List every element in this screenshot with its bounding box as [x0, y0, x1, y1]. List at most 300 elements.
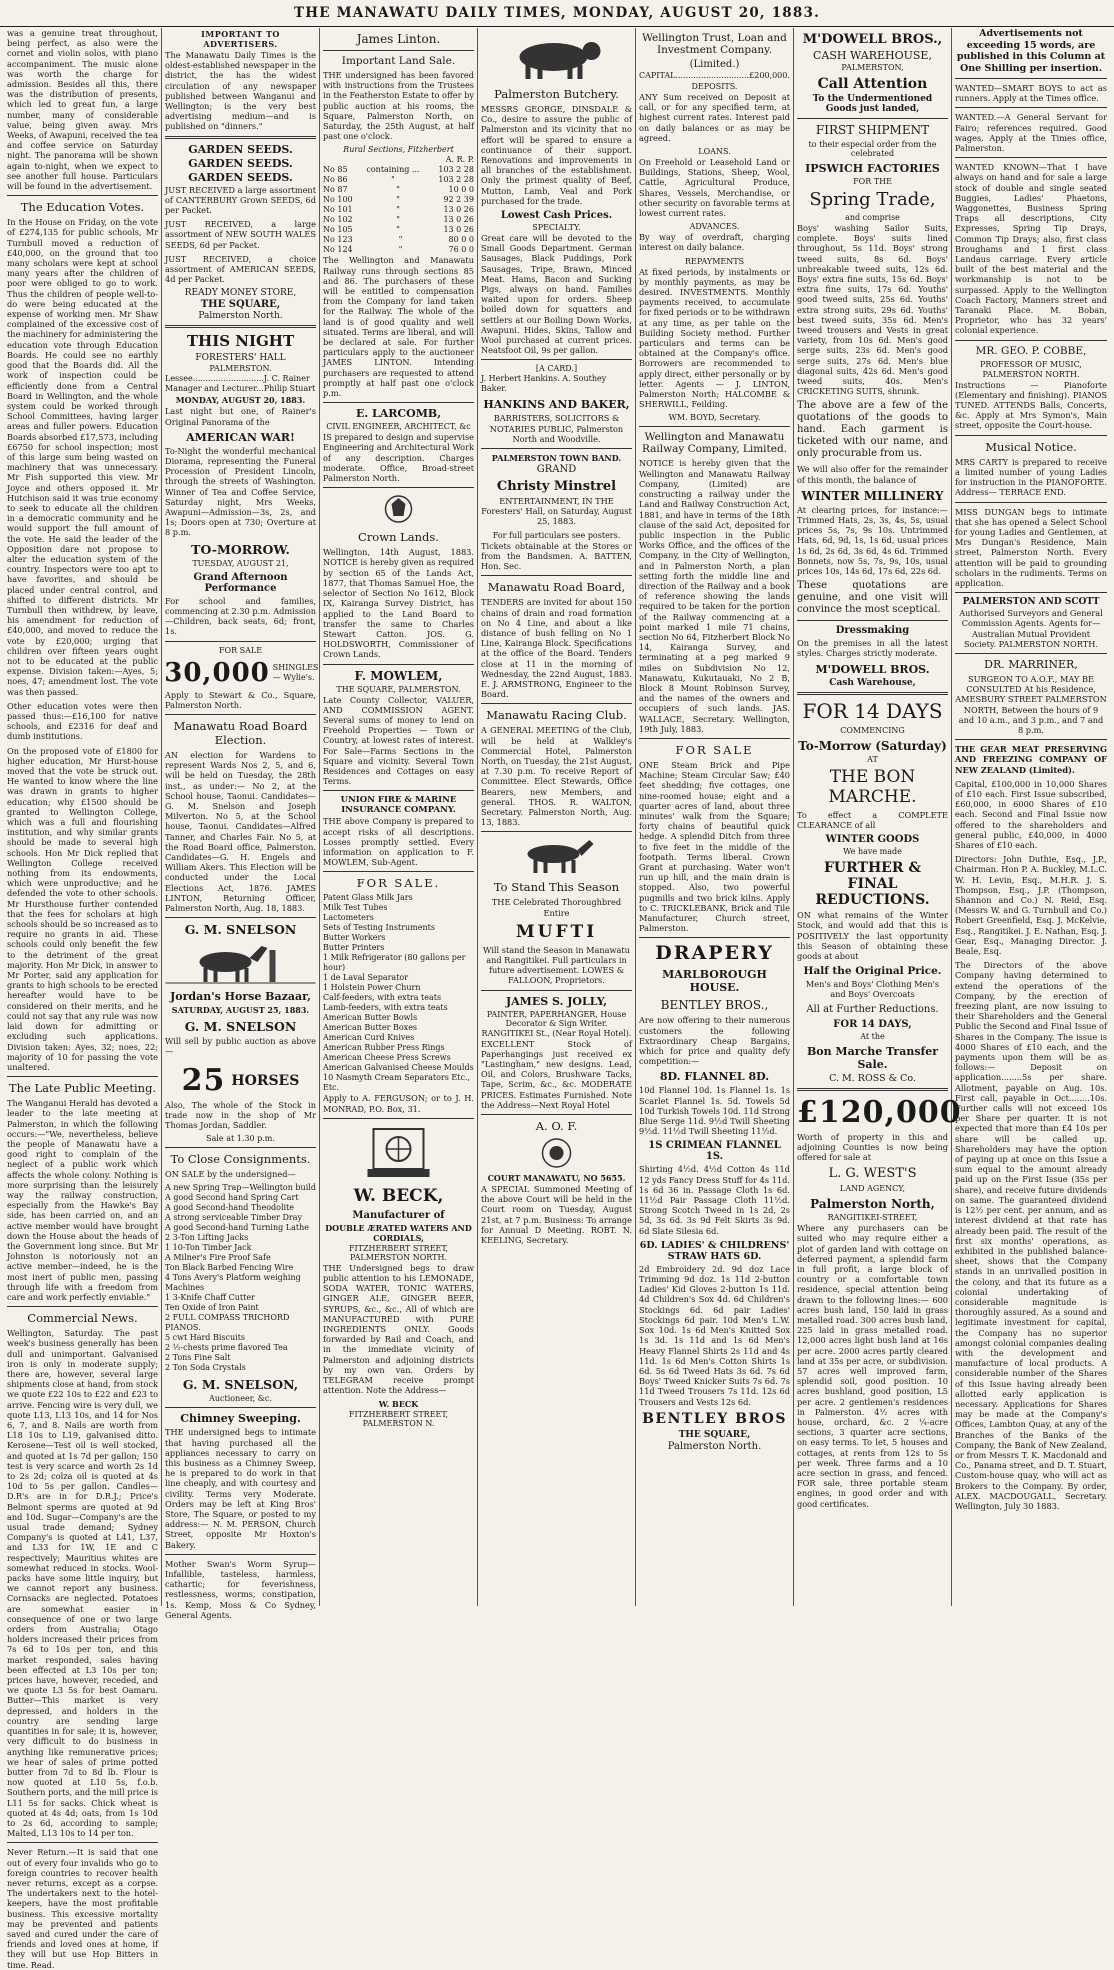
- article-text: was a genuine treat throughout, being perfect, as also were the cornet and violin solos, with piano accompaniment. The music alone was worth the charge for admission. Besides all this, there was the distribution of presents, which led to great fun, a large number, many of considerable value, being given away. Mrs Weeks, of Awapuni, received the tea and coffee service on Saturday night. The panorama will be shown again to-night, when we expect to see another full house. Particulars will be found in the advertisement.: [7, 28, 158, 192]
- ad-text: Are now offering to their numerous customers the following Extraordinary Cheap Bargains, which for price and quality defy competition:—: [639, 1015, 790, 1067]
- divider: [955, 435, 1107, 436]
- ad-title: To Close Consignments.: [170, 1152, 311, 1167]
- horses-ad: [165, 1061, 316, 1100]
- ad-text: SPECIALTY.: [532, 223, 581, 233]
- ad-text: Directors: John Duthie, Esq., J.P., Chairman. Hon P. A. Buckley, M.L.C. W. H. Levin, Esq., M.H.R. J. S. Thompson, Esq., J.P. (Thompson, Shannon and Co.) N. Reid, Esq. (Messrs W. and G. Turnbull and Co.) Robert Greenfield, Esq. J. McKelvie, Esq., Rangitikei. J. E. Nathan, Esq. J. Gear, Esq., Managing Director. J. Beale, Esq.: [955, 854, 1108, 957]
- ad-text: C. M. ROSS & Co.: [829, 1072, 916, 1084]
- list-item: American Curd Knives: [323, 1033, 415, 1043]
- ad-text: W. BECK: [378, 1399, 419, 1410]
- divider: [323, 871, 474, 872]
- list-item: A good Second hand Spring Cart: [165, 1193, 299, 1203]
- ad-text: COMMENCING: [840, 725, 905, 735]
- ad-text: and comprise: [845, 213, 900, 222]
- ad-text: J. Herbert Hankins. A. Southey Baker.: [481, 374, 607, 394]
- ad-title: HORSES: [231, 1073, 300, 1090]
- ad-title: G. M. SNELSON: [184, 922, 297, 938]
- ad-text: REPAYMENTS: [684, 256, 745, 266]
- ad-text: We will also offer for the remainder of this month, the balance of: [797, 464, 948, 485]
- ad-text: Boys' washing Sailor Suits, complete. Boys' suits lined throughout, 5s 11d. Boys' strong tweed suits, 8s 6d. Boys' unbreakable tweed suits, 12s 6d. Boys' extra fine suits, 15s 6d. Boys' extra fine suits, 17s 6d. Youths' good tweed suits, 25s 6d. Youths' extra strong suits, 29s 6d. Youths' best tweed suits, 35s 6d. Men's tweed trousers and Vests in great variety, from 10s 6d. Men's good serge suits, 23s 6d. Men's good serge suits, 27s 6d. Men's blue diagonal suits, 42s 6d. Men's good tweed suits, 40s. Men's CRICKETING SUITS, shrunk.: [797, 223, 948, 397]
- ad-text: FITZHERBERT STREET, PALMERSTON N.: [348, 1410, 449, 1429]
- list-item: 1 Holstein Power Churn: [323, 983, 421, 993]
- ad-title: Christy Minstrel: [496, 479, 617, 495]
- ad-text: THE Celebrated Thoroughbred Entire: [491, 897, 622, 918]
- ad-text: 2d Embroidery 2d. 9d doz Lace Trimming 9d doz. 1s 11d 2-button Ladies' Kid Gloves 2-button 1s 11d. 4d Children's Sox 4d. 6d Children's Stockings 6d. 6d pair Ladies' Stockings 6d pair. 10d Men's L.W. Sox 10d. 1s 6d Men's Knitted Sox 1s 3d. 1s 11d and 1s 6d Men's Heavy Flannel Shirts 2s 11d and 4s 11d. 1s 6d Men's Cotton Shirts 1s 6d. 5s 6d Tweed Hats 3s 6d. 7s 6d Boys' Tweed Knicker Suits 7s 6d. 7s 11d Tweed Trousers 7s 11d. 12s 6d Trousers and Vests 12s 6d.: [639, 1263, 790, 1407]
- ad-title: MUFTI: [515, 921, 598, 942]
- rural-sections-table: [323, 165, 474, 255]
- divider: [797, 620, 948, 621]
- ad-title: Lowest Cash Prices.: [500, 210, 613, 222]
- ad-title: AMERICAN WAR!: [186, 430, 295, 444]
- ad-text: ON SALE by the undersigned—: [165, 1169, 296, 1180]
- ad-text: To-Night the wonderful mechanical Diorama, representing the Funeral Procession of President Lincoln, through the streets of Washington. Winner of Tea and Coffee Service, Saturday night, Mrs Weeks, Awapuni—Admission—3s, 2s, and 1s; Doors open at 730; Overture at 8 p.m.: [165, 445, 316, 538]
- masthead: THE MANAWATU DAILY TIMES, MONDAY, AUGUST 20, 1883.: [0, 0, 1114, 27]
- divider: [323, 1118, 474, 1119]
- ad-text: 10d Flannel 10d. 1s Flannel 1s. 1s Scarlet Flannel 1s. 5d. Towels 5d 10d Turkish Towels 10d. 11d Strong Blue Serge 11d. 9½d Twill Sheeting 9½d. 11½d Twill Sheeting 11½d.: [639, 1085, 790, 1137]
- divider: [481, 703, 632, 704]
- ad-text: AN election for Wardens to represent Wards Nos 2, 5, and 6, will be held on Tuesday, the 28th inst., as under:— No 2, at the School house, Taonui. Candidates—G. M. Snelson and Joseph Milverton. No 5, at the School house, Taonui. Candidates—Alfred Tanner, and Charles Fair. No 5, at the Road Board office, Palmerston. Candidates—G. H. Engels and William Akers. This Election will be conducted under the Local Elections Act, 1876. JAMES LINTON, Returning Officer, Palmerston North, Aug. 18, 1883.: [165, 749, 316, 913]
- divider: [639, 426, 790, 427]
- divider: [7, 195, 158, 196]
- ad-title: To Stand This Season: [493, 880, 620, 895]
- ad-title: HANKINS AND BAKER,: [483, 398, 630, 412]
- article-title: The Late Public Meeting.: [8, 1081, 157, 1096]
- ad-title: GARDEN SEEDS.: [188, 156, 293, 170]
- divider: [481, 831, 632, 832]
- ad-text: IS prepared to design and supervise Engineering and Architectural Work of any description. Charges moderate. Office, Broad-street Palmerston North.: [323, 432, 474, 484]
- ad-text: Manufacturer of: [352, 1209, 445, 1221]
- ad-text: ENTERTAINMENT, IN THE Foresters' Hall, on Saturday, August 25, 1883.: [481, 496, 632, 527]
- ad-title: To-Morrow (Saturday): [798, 738, 947, 753]
- ad-text: JUST RECEIVED a large assortment of CANTERBURY Grown SEEDS, 6d per Packet.: [165, 184, 316, 216]
- divider: [955, 107, 1107, 108]
- list-item: 1 Milk Refrigerator (80 gallons per hour): [323, 953, 466, 973]
- list-item: 1 de Laval Separator: [323, 973, 409, 983]
- table-cell: ": [396, 215, 400, 225]
- divider: [481, 448, 632, 449]
- bull-illustration: [481, 31, 632, 83]
- divider: [955, 739, 1107, 740]
- ad-text: EXCELLENT Stock of Paperhangings just received ex "Lastingham," new designs. Lead, Oil, and Colors, Brushware Tacks, Tape, Scrim, &c., &c. MODERATE PRICES. Estimates Furnished. Note the Address—Next Royal Hotel: [481, 1038, 632, 1110]
- ad-text: DEPOSITS.: [691, 82, 738, 91]
- list-item: 5 cwt Hard Biscuits: [165, 1333, 246, 1343]
- divider: [481, 1114, 632, 1115]
- article-text: Other education votes were then passed thus:—£16,100 for native schools, and £2316 for deaf and dumb institutions.: [7, 700, 158, 742]
- list-item: Lactometers: [323, 913, 374, 923]
- divider: [165, 714, 316, 715]
- divider: [7, 1076, 158, 1077]
- divider: [7, 1842, 158, 1843]
- table-cell: 103 2 28: [438, 165, 474, 175]
- ad-text: MISS DUNGAN begs to intimate that she has opened a Select School for young Ladies and Gentlemen, at Mrs Dungan's Residence, Main street, Palmerston North. Every attention will be paid to grounding scholars in the rudiments. Terms on application.: [955, 506, 1107, 588]
- shingles-count: 30,000: [164, 657, 270, 688]
- horse-illustration: [165, 940, 316, 986]
- article-title: Commercial News.: [27, 1311, 138, 1326]
- ad-text: ON what remains of the Winter Stock, and would add that this is POSITIVELY the last opportunity this Season of obtaining these goods at about: [797, 910, 948, 961]
- article-text: Wellington, Saturday. The past week's business generally has been dull and unimportant. Galvanised iron is only in moderate supply; there are, however, several large shipments close at hand, from stock we quote £22 10s to £22 and £23 to arrive. Fencing wire is very dull, we quote L13, L13 10s, and 14 for Nos 6, 7, and 8. Nails are worth from L18 10s to L19, galvanised ditto. Kerosene—Test oil is well stocked, and quoted at 1s 7d per gallon; 150 test is very scarce and worth 2s 1d to 2s 2d; colza oil is quoted at 4s 10d to 5s per gallon. Candles—D.R's are in for D.R.J.; Price's Belmont sperms are quoted at 9d and 10d. Sugar—Company's are the usual trade demand; Sydney Company's is quoted at L41, L37, and L33 for 1W, 1E and C respectively; Mauritius whites are somewhat reduced in stocks. Wool-packs have some little inquiry, but we cannot report any business. Cornsacks are neglected. Potatoes are somewhat easier in consequence of one or two large orders from Australia; Otago holders increased their prices from 7s 6d to 10s per ton, and this market responded, sales having been effected at L3 10s per ton; prices have, however, receded, and we quote L3 5s for best Oamaru. Butter—This market is very depressed, and holders in the country are sending large quantities in for sale; it is, however, very difficult to do business in anything like remunerative prices; we hear of sales of prime potted butter from 7d to 8d lb. Flour is now quoted at L10 5s, f.o.b. Southern ports, and the mill price is L11 5s for sacks. Chick wheat is quoted at 4s 4d; oats, from 1s 10d to 2s 6d, according to sample; Malted, L13 10s to 14 per ton.: [7, 1328, 158, 1839]
- ad-text: Palmerston North.: [667, 1440, 762, 1452]
- ad-text: ANY Sum received on Deposit at call, or for any specified term, at highest current rates. Interest paid on daily balances or as may be agreed.: [639, 92, 790, 143]
- list-item: 2 FULL COMPASS TRICHORD PIANOS.: [165, 1313, 290, 1333]
- ad-title: THE BON MARCHE.: [828, 766, 917, 807]
- ad-text: BARRISTERS, SOLICITORS & NOTARIES PUBLIC, Palmerston North and Woodville.: [489, 413, 624, 444]
- ad-text: THE SQUARE, PALMERSTON.: [336, 684, 461, 694]
- ad-title: IMPORTANT TO ADVERTISERS.: [201, 29, 280, 49]
- ad-text: CAPITAL.............................£200,000.: [639, 71, 790, 80]
- table-cell: ": [391, 175, 395, 185]
- ad-text: Men's and Boys' Clothing Men's and Boys' Overcoats: [805, 979, 940, 1000]
- ad-title: James Linton.: [356, 32, 441, 46]
- table-cell: 103 2 28: [438, 175, 474, 185]
- ad-text: Will stand the Season in Manawatu and Rangitikei. Full particulars in future advertisement. LOWES & FALLOON, Proprietors.: [483, 944, 630, 986]
- ad-text: These quotations are genuine, and one visit will convince the most sceptical.: [797, 580, 948, 616]
- list-item: Lamb-feeders, with extra teats: [323, 1003, 448, 1013]
- divider: [165, 641, 316, 642]
- ad-text: Palmerston North.: [198, 311, 283, 322]
- ad-text: Tickets obtainable at the Stores or from the Bandsmen. A. BATTEN, Hon. Sec.: [481, 540, 632, 572]
- machinery-illustration: [323, 1123, 474, 1183]
- table-row: [323, 165, 474, 175]
- article-text: In the House on Friday, on the vote of £274,135 for public schools, Mr Turnbull moved a reduction of £40,000, on the ground that too many scholars were kept at school many years after the children of poor were obliged to go to work. Thus the children of people well-to-do were being educated at the expense of working men. Mr Shaw complained of the excessive cost of the machinery for administering the education vote through Education Boards. He could see no earthly good that the Boards did. All the work of inspection could be efficiently done from a Central Board in Wellington, and the whole system could be worked through School Committees, having larger areas and fuller powers. Education Boards absorbed £17,573, including £6750 for school inspection; most of this large sum being wasted on machinery that was unnecessary. Mr Fish supported this view. Mr Joyce and others opposed it. Mr Hutchison said it was true economy to seek to educate all the children in a democratic community and he would support the full amount of the vote. He said the leader of the Opposition dare not propose to alter the education system of the country. Inspectors were too apt to have favorites, and should be placed under central control, and shifted to different districts. Mr Turnbull then withdrew, by leave, his amendment for reduction of £40,000, and moved to reduce the vote by £20,000; urging that children over fifteen years ought not to be educated at the public expense. Division taken:—Ayes, 5; noes, 47; amendment lost. The vote was then passed.: [7, 217, 158, 697]
- ad-text: Lessee............................J. C. Rainer: [165, 374, 310, 384]
- ad-title: Spring Trade,: [809, 189, 936, 210]
- divider: [797, 692, 948, 695]
- table-row: [323, 205, 474, 215]
- list-item: Calf-feeders, with extra teats: [323, 993, 442, 1003]
- divider: [165, 1554, 316, 1555]
- ad-text: (Limited.): [689, 59, 740, 70]
- divider: [639, 937, 790, 938]
- ad-text: PALMERSTON NORTH.: [982, 369, 1080, 379]
- ad-text: SATURDAY, AUGUST 25, 1883.: [171, 1005, 310, 1016]
- ad-text: RANGITIKEI St., (Near Royal Hotel).: [481, 1028, 632, 1038]
- ad-text: THE undersigned begs to intimate that having purchased all the appliances necessary to carry on this business as a Chimney Sweep, he is prepared to do work in that line cheaply, and with courtesy and civility. Terms very Moderate. Orders may be left at King Bros' Store, The Square, or posted to my address:— N. M. PERSON, Church Street, opposite Mr Hoxton's Bakery.: [165, 1427, 316, 1550]
- list-item: A strong serviceable Timber Dray: [165, 1213, 303, 1223]
- ad-title: Palmerston North,: [810, 1197, 935, 1212]
- list-item: 4 Tons Avery's Platform weighing Machines: [165, 1273, 301, 1293]
- article-text: On the proposed vote of £1800 for higher education, Mr Hurst-house moved that the vote be struck out. He wanted to know where the line was drawn in grants to higher education; why £1500 should be granted to Wellington College, which was a full and flourishing institution, and why similar grants should be made to several high schools. Hon Mr Dick replied that Wellington College received nothing from its endowments, which were unproductive; and he defended the vote to other schools. Mr Hursthouse further contended that the fees for scholars at high schools should be so increased as to require no grants in aid. These schools could only benefit the few to the detriment of the great majority. Hon Mr Dick, in answer to Mr Porter, said any application for grants to high schools to be erected hereafter would have to be considered on their merits, and he could not say that any rule was now laid down for admitting or excluding such applications. Division taken: Ayes, 32; noes, 22; majority of 10 for passing the vote unaltered.: [7, 745, 158, 1072]
- ad-title: Grand Afternoon Performance: [193, 571, 288, 594]
- divider: [797, 1088, 948, 1091]
- ad-text: THE SQUARE,: [200, 299, 281, 311]
- ad-text: WANTED KNOWN—That I have always on hand and for sale a large stock of double and single seated Buggies, Ladies' Phaetons, Waggonettes, Business Spring Traps all descriptions, City Expresses, Spring Tip Drays, Common Tip Drays; also, first class Broughams and 1 first class Landaus carriage. Every article built of the best material and the workmanship is not to be surpassed. Apply to the Wellington Coach Factory, Manners street and Taranaki Place. M. Boban, Proprietor, who has 32 years' colonial experience.: [955, 162, 1107, 336]
- table-cell: 13 0 26: [443, 225, 474, 235]
- ad-text: THE above Company is prepared to accept risks of all descriptions. Losses promptly settled. Every information on application to F. MOWLEM, Sub-Agent.: [323, 816, 474, 868]
- table-cell: 10 0 0: [448, 185, 474, 195]
- ad-title: CASH WAREHOUSE,: [813, 49, 932, 62]
- ad-text: Mother Swan's Worm Syrup—Infallible, tasteless, harmless, cathartic; for feverishness, restlessness, worms, constipation, 1s. Kemp, Moss & Co Sydney, General Agents.: [165, 1558, 316, 1620]
- ad-text: A SPECIAL Summoned Meeting of the above Court will be held in the Court room on Tuesday, August 21st, at 7 p.m. Business: To arrange for Annual D Meeting. ROBT. N. KEELING, Secretary.: [481, 1184, 632, 1246]
- ad-text: Apply to Stewart & Co., Square, Palmerston North.: [165, 689, 316, 710]
- ad-title: E. LARCOMB,: [355, 407, 442, 421]
- stallion-illustration: [481, 836, 632, 876]
- ad-title: M'DOWELL BROS.,: [802, 32, 943, 47]
- ad-title: Jordan's Horse Bazaar,: [170, 990, 311, 1004]
- list-item: A good Second-hand Turning Lathe: [165, 1223, 309, 1233]
- table-cell: ": [396, 185, 400, 195]
- list-item: 1 10-Ton Timber Jack: [165, 1243, 252, 1253]
- list-item: A good Second-hand Theodolite: [165, 1203, 295, 1213]
- divider: [323, 487, 474, 488]
- ad-title: 8D. FLANNEL 8D.: [659, 1070, 770, 1084]
- crest-icon: [323, 492, 474, 526]
- list-item: A new Spring Trap—Wellington build: [165, 1183, 316, 1193]
- column-1: [4, 28, 162, 1970]
- divider: [955, 340, 1107, 341]
- table-cell: 13 0 26: [443, 215, 474, 225]
- ad-title: All at Further Reductions.: [806, 1003, 939, 1015]
- ad-title: JAMES S. JOLLY,: [505, 994, 608, 1008]
- ad-title: Manawatu Racing Club.: [486, 708, 627, 723]
- ad-text: MRS CARTY is prepared to receive a limited number of young Ladies for instruction in the PIANOFORTE. Address— TERRACE END.: [955, 456, 1107, 498]
- table-row: [323, 195, 474, 205]
- ad-title: L. G. WEST'S: [828, 1166, 917, 1182]
- table-cell: No 101: [323, 205, 353, 215]
- divider: [7, 1306, 158, 1307]
- ad-title: THIS NIGHT: [186, 332, 295, 351]
- ad-title: WINTER MILLINERY: [801, 488, 944, 503]
- ad-text: to their especial order from the celebrated: [808, 140, 937, 158]
- ad-title: FOR 14 DAYS,: [833, 1018, 912, 1030]
- ad-text: LOANS.: [698, 147, 731, 157]
- table-header: A. R. P.: [445, 155, 474, 165]
- divider: [955, 502, 1107, 503]
- ad-title: PALMERSTON AND SCOTT: [962, 597, 1100, 608]
- ad-text: THE Undersigned begs to draw public attention to his LEMONADE, SODA WATER, TONIC WATERS, GINGER ALE, GINGER BEER, SYRUPS, &c., &c., All of which are MANUFACTURED with PURE INGREDIENTS ONLY. Goods forwarded by Rail and Coach, and in the immediate vicinity of Palmerston and adjoining districts by my own van. Orders by TELEGRAM receive prompt attention. Note the Address—: [323, 1262, 474, 1396]
- divider: [797, 118, 948, 119]
- table-cell: ": [396, 205, 400, 215]
- table-cell: No 102: [323, 215, 353, 225]
- article-title: The Education Votes.: [20, 200, 145, 215]
- ad-text: Great care will be devoted to the Small Goods Department. German Sausages, Black Puddings, Pork Sausages, Tripe, Brawn, Minced Meat. Hams, Bacon and Sucking Pigs, always on hand. Families waited upon for orders. Sheep boiled down for squatters and settlers at our Boiling Down Works, Awapuni. Hides, Skins, Tallow and Wool purchased at current prices. Neatsfoot Oil, 9s per gallon.: [481, 233, 632, 356]
- ad-text: We have made: [843, 847, 902, 857]
- list-item: American Galvanised Cheese Moulds: [323, 1063, 474, 1073]
- ad-text: Cash Warehouse,: [829, 677, 916, 688]
- ad-text: On the premises in all the latest styles. Charges strictly moderate.: [797, 638, 948, 659]
- newspaper-columns: [4, 28, 1110, 1970]
- ad-text: JUST RECEIVED, a large assortment of NEW SOUTH WALES SEEDS, 6d per Packet.: [165, 219, 316, 250]
- ad-title: M'DOWELL BROS.: [815, 662, 930, 676]
- ad-title: WINTER GOODS: [825, 834, 920, 846]
- table-cell: No 85: [323, 165, 348, 175]
- ad-text: At clearing prices, for instance:— Trimmed Hats, 2s, 3s, 4s, 5s, usual prices 5s, 7s, 9s 10s. Untrimmed Hats, 6d, 9d, 1s, 1s 6d, usual prices 1s 6d, 2s 6d, 3s 6d, 4s 6d. Trimmed Bonnets, now 5s, 7s, 9s, 10s, usual prices 10s, 14s 6d, 17s 6d, 22s 6d.: [797, 504, 948, 577]
- divider: [955, 592, 1107, 593]
- ad-text: By way of overdraft, charging interest on daily balance.: [639, 232, 790, 253]
- ad-title: UNION FIRE & MARINE INSURANCE COMPANY.: [340, 795, 457, 816]
- ad-text: CIVIL ENGINEER, ARCHITECT, &c: [326, 422, 471, 432]
- ad-title: Manawatu Road Board,: [487, 580, 626, 595]
- ad-text: MESSRS GEORGE, DINSDALE & Co., desire to assure the public of Palmerston and its vicinity that no effort will be spared to ensure a continuance of their support. Renovations and improvements in all branches of the establishment. Only the primest quality of Beef, Mutton, Lamb, Veal and Pork purchased for the trade.: [481, 104, 632, 206]
- column-3: [320, 28, 478, 1606]
- ad-title: BENTLEY BROS.,: [660, 998, 769, 1013]
- ad-text: For full particulars see posters.: [492, 530, 621, 540]
- ad-text: Apply to A. FERGUSON; or to J. H. MONRAD, P.O. Box, 31.: [323, 1093, 474, 1114]
- ad-text: SURGEON TO A.O.F., MAY BE CONSULTED At his Residence, AMESBURY STREET PALMERSTON NORTH, Between the hours of 9 and 10 a.m., and 3 p.m., and 7 and 8 p.m.: [955, 673, 1107, 735]
- divider: [165, 1407, 316, 1408]
- ad-title: GARDEN SEEDS.: [188, 142, 293, 156]
- ad-text: Sale at 1.30 p.m.: [206, 1134, 275, 1144]
- ad-text: Worth of property in this and adjoining Counties is now being offered for sale at: [797, 1131, 948, 1162]
- ad-text: TENDERS are invited for about 150 chains of drain and road formation on No 4 Line, and about a like distance of bush felling on No 1 Line, Kairanga Block. Specifications at the office of the Board. Tenders close at 11 in the morning of Wednesday, the 22nd August, 1883. E. J. ARMSTRONG, Engineer to the Board.: [481, 597, 632, 700]
- list-item: Ten Oxide of Iron Paint: [165, 1303, 259, 1313]
- ad-title: W. BECK,: [353, 1185, 444, 1206]
- ad-text: Auctioneer, &c.: [209, 1394, 272, 1404]
- ad-text: NOTICE is hereby given that the Wellington and Manawatu Railway Company, (Limited) are constructing a railway under the Land and Railway Construction Act, 1881, and have in terms of the 18th clause of the said Act, deposited for public inspection in the Public Works Office, and the offices of the Company, in the City of Wellington, and in Palmerston North, a plan setting forth the middle line and direction of the Railway and a book of reference showing the lands required to be taken for the portion of the Railway commencing at a point marked 1 mile 71 chains, section No 64, Fitzherbert Block No 14, Kairanga Survey, and terminating at a peg marked 9 miles on Subdivision No 12, Manawatu, Kukutauaki, No 2 B, Block 8 Mount Robinson Survey, and the names of the owners and occupiers of such lands. JAS. WALLACE, Secretary. Wellington, 19th July, 1883.: [639, 458, 790, 734]
- list-item: Butter Workers: [323, 933, 386, 943]
- ad-text: Capital, £100,000 in 10,000 Shares of £10 each. First Issue subscribed, £60,000, in 6000 Shares of £10 each. Second and Final Issue now offered to the shareholders and general public, £40,000, in 4000 Shares of £10 each.: [955, 778, 1107, 850]
- ad-title: F. MOWLEM,: [354, 668, 443, 683]
- column-5: [636, 28, 794, 1606]
- ad-title: Half the Original Price.: [803, 965, 942, 978]
- ad-title: THE GEAR MEAT PRESERVING AND FREEZING COMPANY OF NEW ZEALAND (Limited).: [955, 744, 1107, 775]
- list-item: Ton Black Barbed Fencing Wire: [165, 1263, 294, 1273]
- ad-title: BENTLEY BROS: [642, 1410, 787, 1427]
- table-cell: No 86: [323, 175, 348, 185]
- ad-text: READY MONEY STORE,: [184, 288, 297, 299]
- ad-text: At the: [860, 1031, 885, 1041]
- list-item: American Rubber Press Rings: [323, 1043, 445, 1053]
- list-item: Sets of Testing Instruments: [323, 923, 435, 933]
- table-cell: ": [398, 245, 403, 255]
- list-item: 2 ½-chests prime flavored Tea: [165, 1343, 288, 1353]
- list-item: A Milner's Fire Proof Safe: [165, 1253, 271, 1263]
- ad-text: PAINTER, PAPERHANGER, House Decorator & Sign Writer.: [486, 1009, 627, 1028]
- ad-text: LAND AGENCY,: [840, 1184, 905, 1194]
- divider: [481, 575, 632, 576]
- ad-title: Call Attention: [817, 76, 928, 92]
- ad-text: The Directors of the above Company having determined to extend the operations of the Company, by the erection of freezing plant, are now issuing to their Shareholders and the General Public the Second and Final Issue of Shares in the Company. The issue is 4000 Shares of £10 each, and the payments upon them will be as follows:— Deposit on application........5s per share. Allotment, payable on Aug. 10s. First call, payable in Oct........10s. Further calls will not exceed 10s per Share per quarter. It is not expected that more than £4 10s per share will be called up. Shareholders may have the option of paying up at once on this Issue a sum equal to the amount already paid up on the First Issue (35s per share), and receive future dividends on same. The guaranteed dividend is 12½ per cent. per annum, and as interest dividend at that rate has already been paid. The result of the first six months' operations, as exhibited in the published balance-sheet, shows that the Company stands in an unrivalled position in the colony, and that its future as a colonial undertaking of considerable magnitude is thoroughly assured. As a sound and legitimate investment for capital, the Company has no superior amongst colonial companies dealing with the development and manufacture of local products. A considerable number of the Shares of this Issue having already been allotted early application is necessary. Applications for Shares may be made at the Company's Offices, Lambton Quay, at any of the Branches of the Banks of the Company, the Bank of New Zealand, or from Messrs T. K. Macdonald and Co., Panama street, and D. T. Stuart, Custom-house quay, who will act as Brokers to the Company. By order, ALEX. MACDOUGALL, Secretary. Wellington, July 30 1883.: [955, 960, 1107, 1511]
- list-item: 2 Ton Soda Crystals: [165, 1363, 246, 1373]
- ad-text: ONE Steam Brick and Pipe Machine; Steam Circular Saw; £40 feet shedding; five cottages, one nine-roomed house; eight and a quarter acres of land, about three minutes' walk from the Square; forty chains of beautiful quick hedge. A splendid Ditch from three to five feet in the middle of the footpath. Terms liberal. Crown Grant at purchasing. Water won't run up hill, and the main drain is stopped. Also, two powerful pugmills and two brick kilns. Apply to C. TRICKLEBANK, Brick and Tile Manufacturer, Church street, Palmerston.: [639, 759, 790, 934]
- ad-text: JUST RECEIVED, a choice assortment of AMERICAN SEEDS, 4d per Packet.: [165, 253, 316, 285]
- table-cell: ": [396, 195, 400, 205]
- column-2: [162, 28, 320, 1620]
- ad-text: Instructions — Pianoforte (Elementary and finishing). PIANOS TUNED. ATTENDS Balls, Concerts, &c. Apply at Mrs Symon's, Main street, opposite the Court-house.: [955, 379, 1107, 431]
- table-row: [323, 215, 474, 225]
- divider: [323, 790, 474, 791]
- for-sale-list: [323, 893, 474, 1093]
- ad-title: IPSWICH FACTORIES: [805, 162, 940, 175]
- table-cell: 80 0 0: [448, 235, 474, 245]
- ad-text: PALMERSTON,: [841, 63, 904, 72]
- ad-text: TUESDAY, AUGUST 21,: [192, 558, 289, 568]
- list-item: Milk Test Tubes: [323, 903, 388, 913]
- ad-text: THE SQUARE,: [678, 1429, 751, 1440]
- table-row: [323, 225, 474, 235]
- divider: [955, 653, 1107, 654]
- table-row: [323, 245, 474, 255]
- divider: [955, 157, 1107, 158]
- ad-text: RANGITIKEI-STREET,: [827, 1213, 918, 1223]
- ad-title: 6D. LADIES' & CHILDRENS' STRAW HATS 6D.: [639, 1239, 790, 1262]
- ad-title: 1S CRIMEAN FLANNEL 1S.: [648, 1140, 781, 1163]
- ad-text: PROFESSOR OF MUSIC,: [980, 359, 1082, 369]
- table-cell: ": [398, 235, 403, 245]
- divider: [639, 738, 790, 739]
- ad-text: Late County Collector, VALUER, AND COMMISSION AGENT. Several sums of money to lend on Freehold Properties — Town or Country, at lowest rates of interest. For Sale—Farms Sections in the Square and vicinity. Several Town Residences and Cottages on easy Terms.: [323, 694, 474, 787]
- table-cell: 13 0 26: [443, 205, 474, 215]
- ad-title: Crown Lands.: [358, 530, 439, 545]
- divider: [481, 990, 632, 991]
- ad-text: FOR THE: [853, 177, 892, 186]
- ad-title: DRAPERY: [655, 942, 774, 965]
- divider: [323, 50, 474, 51]
- ad-title: £120,000: [797, 1094, 962, 1130]
- list-item: American Butter Boxes: [323, 1023, 418, 1033]
- ad-text: [A CARD.]: [535, 364, 578, 374]
- ad-title: FOR SALE: [675, 742, 754, 757]
- ad-title: TO-MORROW.: [191, 541, 290, 557]
- divider: [165, 1147, 316, 1148]
- ad-title: G. M. SNELSON: [184, 1019, 297, 1035]
- table-row: [323, 175, 474, 185]
- ad-text: A GENERAL MEETING of the Club, will be held at Walkley's Commercial Hotel, Palmerston North, on Tuesday, the 21st August, at 7.30 p.m. To receive Report of Committee. Elect Stewards, Office Bearers, new Members, and general. THOS. R. WALTON, Secretary. Palmerston North, Aug. 13, 1883.: [481, 725, 632, 828]
- ad-title: Manawatu Road Board Election.: [173, 718, 308, 747]
- ad-text: To effect a COMPLETE CLEARANCE of all: [797, 809, 948, 830]
- ad-title: Musical Notice.: [985, 439, 1077, 454]
- table-row: [323, 235, 474, 245]
- divider: [323, 402, 474, 403]
- ad-text: PALMERSTON.: [209, 364, 272, 374]
- ad-title: FIRST SHIPMENT: [815, 123, 930, 137]
- ad-title: FURTHER & FINAL REDUCTIONS.: [815, 860, 930, 909]
- list-item: 1 3-Knife Chaff Cutter: [165, 1293, 255, 1303]
- ad-text: FOR SALE: [218, 645, 263, 655]
- list-item: Patent Glass Milk Jars: [323, 893, 413, 903]
- ad-text: Also, The whole of the Stock in trade now in the shop of Mr Thomas Jordan, Saddler.: [165, 1099, 316, 1130]
- ad-title: MARLBOROUGH HOUSE.: [662, 968, 767, 995]
- ad-title: Wellington Trust, Loan and Investment Company.: [642, 32, 787, 56]
- article-text: The Wanganui Herald has devoted a leader to the late meeting at Palmerston, in which the following occurs:—"We, nevertheless, believe the people of Manawatu have a good right to complain of the neglect of a public work which affects the whole colony. Nothing is more surprising than the leisurely way the railway construction, especially from the Hawke's Bay side, has been carried on, and an active member would have brought down the House about the heads of the Government long since. But Mr Johnston is notoriously not an active member—indeed, he is the most inert of public men, passing through life with a freedom from care and work perfectly enviable.": [7, 1098, 158, 1302]
- ad-title: GARDEN SEEDS.: [188, 170, 293, 184]
- article-text: Never Return.—It is said that one out of every four invalids who go to foreign countries to recover health never returns, except as a corpse. The undertakers next to the hotel-keepers, have the most profitable business. This excessive mortality may be prevented and patients saved and cured under the care of friends and loved ones at home, if they will but use Hop Bitters in time. Read.: [7, 1847, 158, 1970]
- ad-text: MONDAY, AUGUST 20, 1883.: [175, 395, 306, 406]
- list-item: Butter Printers: [323, 943, 385, 953]
- horses-count: 25: [181, 1062, 226, 1098]
- column-4: [478, 28, 636, 1606]
- ad-text: WANTED—SMART BOYS to act as runners. Apply at the Times office.: [955, 83, 1107, 104]
- table-cell: ": [396, 225, 400, 235]
- divider: [481, 359, 632, 360]
- ad-title: DR. MARRINER,: [984, 657, 1078, 671]
- ad-title: Chimney Sweeping.: [180, 1412, 301, 1426]
- ad-text: At fixed periods, by instalments or by monthly payments, as may be desired. INVESTMENTS. Monthly payments received, to accumulate for fixed periods or to be withdrawn at any time, as per table on the Building Society method. Further particulars and terms can be obtained at the Company's office. Borrowers are recommended to apply direct, either personally or by letter. Agents — J. LINTON, Palmerston North; HALCOMBE & SHERWILL, Feilding.: [639, 266, 790, 410]
- ad-title: Important Land Sale.: [341, 55, 456, 67]
- ad-text: COURT MANAWATU, NO 5655.: [487, 1173, 626, 1183]
- ad-text: ADVANCES.: [689, 222, 740, 232]
- table-cell: No 105: [323, 225, 353, 235]
- ad-title: MR. GEO. P. COBBE,: [975, 344, 1087, 357]
- ad-text: WANTED.—A General Servant for Fairo; references required. Good wages. Apply at the Times office, Palmerston.: [955, 112, 1107, 154]
- ad-title: A. O. F.: [535, 1119, 578, 1133]
- ad-text: For school and families, commencing at 2.30 p.m. Admission—Children, back seats, 6d; front, 1s.: [165, 595, 316, 637]
- ad-text: DOUBLE ÆRATED WATERS AND CORDIALS,: [325, 1222, 472, 1243]
- table-cell: No 87: [323, 185, 348, 195]
- ad-text: The Wellington and Manawatu Railway runs through sections 85 and 86. The purchasers of these will be entitled to compensation from the Company for land taken for the Railway. The whole of the land is of good quality and well situated. Terms are liberal, and will be declared at sale. For further particulars apply to the auctioneer JAMES LINTON. Intending purchasers are requested to attend promptly at half past one o'clock p.m.: [323, 255, 474, 399]
- ad-text: On Freehold or Leasehold Land or Buildings, Stations, Sheep, Wool, Cattle, Agricultural Produce, Shares, Vessels, Merchandise, or other security on favorable terms at lowest current rates.: [639, 157, 790, 219]
- divider: [165, 325, 316, 328]
- ad-text: Manager and Lecturer...Philip Stuart: [165, 384, 316, 394]
- ad-title: Wellington and Manawatu Railway Company, Limited.: [641, 431, 788, 456]
- table-row: [323, 185, 474, 195]
- ad-title: FOR 14 DAYS: [802, 698, 943, 723]
- ad-title: Advertisements not exceeding 15 words, are published in this Column at One Shilling per insertion.: [956, 28, 1106, 74]
- ad-text: Last night but one, of Rainer's Original Panorama of the: [165, 406, 316, 427]
- table-cell: No 100: [323, 195, 353, 205]
- ad-text: Rural Sections, Fitzherbert: [343, 145, 454, 155]
- ad-text: FORESTERS' HALL: [195, 353, 286, 364]
- ad-text: Wellington, 14th August, 1883. NOTICE is hereby given as required by section 65 of the Lands Act, 1877, that Thomas Samuel Hoe, the selector of Section No 1612, Block IX, Kairanga Survey District, has applied to the Land Board to transfer the same to Charles Stewart Catton. JOS. G. HOLDSWORTH, Commissioner of Crown Lands.: [323, 547, 474, 660]
- list-item: American Butter Bowls: [323, 1013, 418, 1023]
